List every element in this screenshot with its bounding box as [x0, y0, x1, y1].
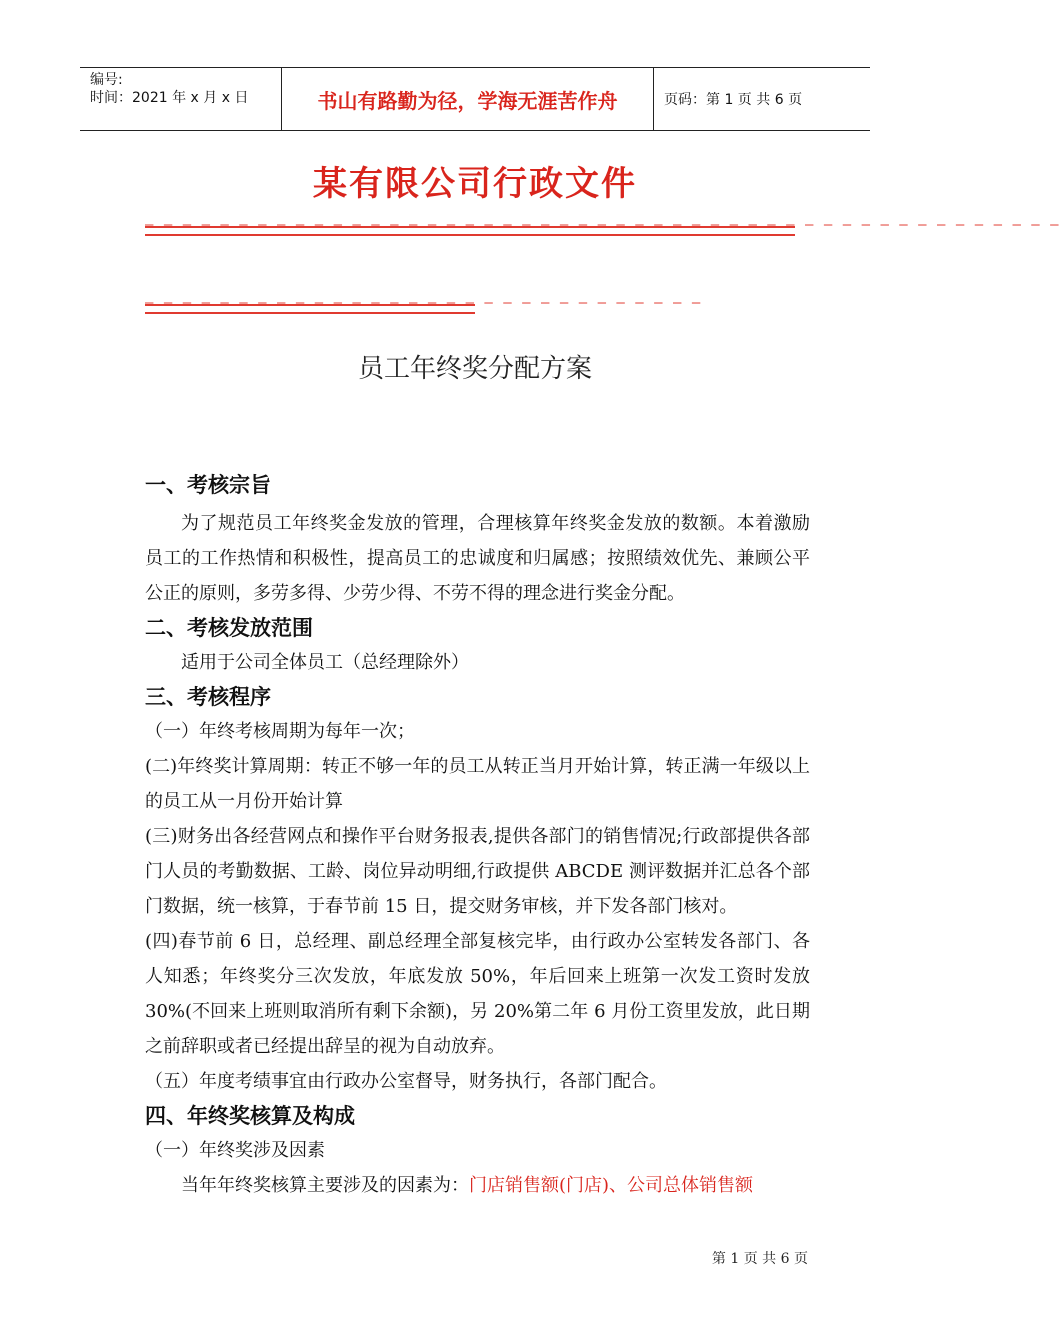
calculation-item: （一）年终奖涉及因素	[145, 1140, 325, 1161]
procedure-item: (二)年终奖计算周期：转正不够一年的员工从转正当月开始计算，转正满一年级以上的员工从一月份开始计算	[145, 756, 810, 812]
document-title: 员工年终奖分配方案	[357, 354, 592, 384]
document-date: 时间：2021 年 x 月 x 日	[90, 90, 249, 106]
header-page-info: 页码：第 1 页 共 6 页	[664, 92, 803, 108]
section-heading-purpose: 一、考核宗旨	[145, 473, 271, 497]
calculation-paragraph	[145, 1168, 810, 1203]
procedure-item: （五）年度考绩事宜由行政办公室督导，财务执行，各部门配合。	[145, 1071, 667, 1092]
page-header	[80, 67, 870, 131]
page-footer: 第 1 页 共 6 页	[711, 1251, 808, 1267]
header-motto: 书山有路勤为径，学海无涯苦作舟	[282, 68, 654, 130]
document-number-label: 编号:	[90, 72, 123, 88]
factors-intro: 当年年终奖核算主要涉及的因素为：	[181, 1175, 469, 1196]
red-divider-long: – – – – – – – – – – – – – – – – – – – – – – – – – – – – – – – – – – – – – – – – – – – – – – – – –	[145, 226, 795, 236]
factors-highlight: 门店销售额(门店)、公司总体销售额	[469, 1175, 754, 1196]
document-body	[145, 468, 810, 1203]
procedure-item: （一）年终考核周期为每年一次；	[145, 721, 415, 742]
header-meta	[80, 68, 282, 130]
red-divider-short: – – – – – – – – – – – – – – – – – – – – – – – – – – – – – –	[145, 304, 475, 314]
section-heading-procedure: 三、考核程序	[145, 685, 271, 709]
section-paragraph: 适用于公司全体员工（总经理除外）	[181, 652, 469, 673]
section-heading-scope: 二、考核发放范围	[145, 616, 313, 640]
procedure-item: (三)财务出各经营网点和操作平台财务报表,提供各部门的销售情况;行政部提供各部门人员的考勤数据、工龄、岗位异动明细,行政提供 ABCDE 测评数据并汇总各个部门数据，统一核算，于春节前 15 日，提交财务审核，并下发各部门核对。	[145, 826, 810, 917]
section-heading-calculation: 四、年终奖核算及构成	[145, 1104, 355, 1128]
procedure-item: (四)春节前 6 日，总经理、副总经理全部复核完毕，由行政办公室转发各部门、各人知悉；年终奖分三次发放，年底发放 50%，年后回来上班第一次发工资时发放 30%(不回来上班则取消所有剩下余额)，另 20%第二年 6 月份工资里发放，此日期之前辞职或者已经提出辞呈的视为自动放弃。	[145, 931, 810, 1057]
section-paragraph: 为了规范员工年终奖金发放的管理，合理核算年终奖金发放的数额。本着激励员工的工作热情和积极性，提高员工的忠诚度和归属感；按照绩效优先、兼顾公平公正的原则，多劳多得、少劳少得、不劳不得的理念进行奖金分配。	[145, 513, 810, 604]
company-title: 某有限公司行政文件	[313, 164, 637, 204]
